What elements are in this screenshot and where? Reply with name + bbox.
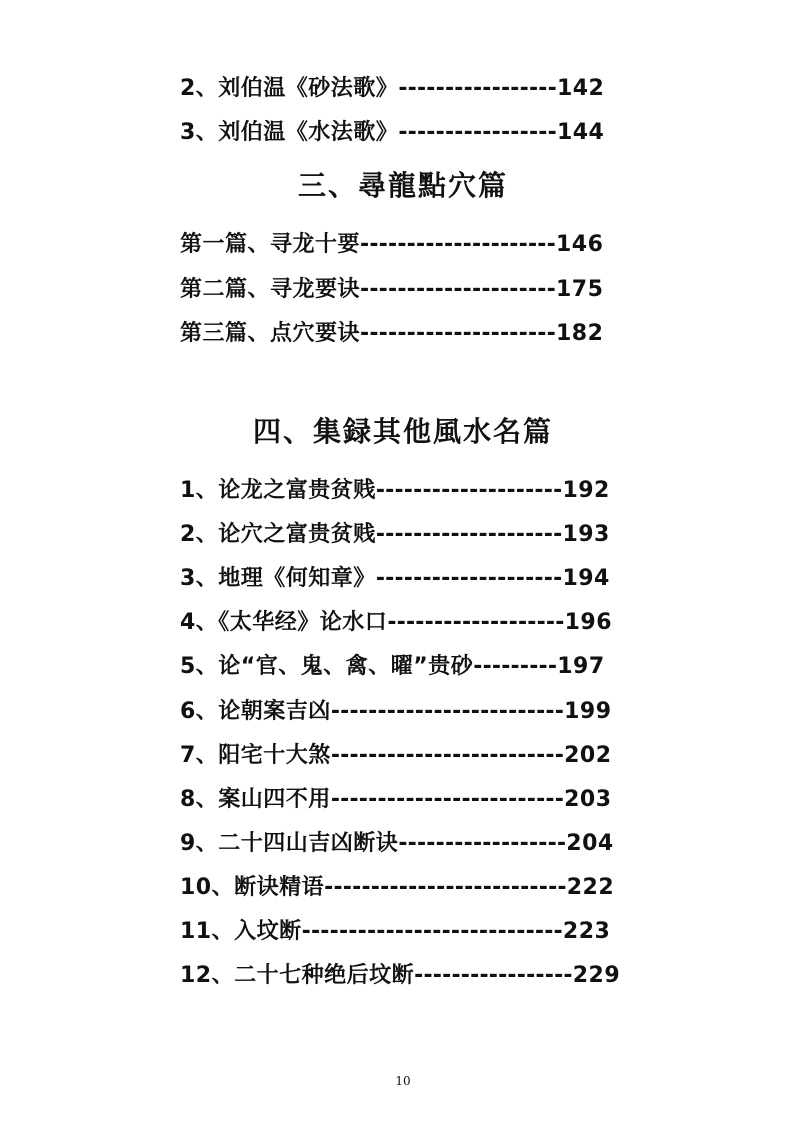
toc-entry	[180, 319, 603, 349]
toc-entry-leader: -----------------	[414, 963, 573, 988]
toc-entry-leader: ------------------	[398, 831, 567, 856]
toc-entry	[180, 608, 612, 638]
toc-entry-page: 175	[555, 277, 604, 302]
toc-entry	[180, 118, 604, 148]
toc-entry-leader: ---------	[473, 654, 558, 679]
toc-entry	[180, 652, 605, 682]
toc-entry-page: 194	[562, 566, 610, 591]
toc-entry	[180, 230, 603, 260]
toc-entry-title: 4、《太华经》论水口	[180, 610, 388, 635]
toc-entry-page: 204	[566, 831, 614, 856]
toc-entry-leader: -------------------	[387, 610, 565, 635]
section-heading: 四、集録其他風水名篇	[252, 415, 553, 448]
toc-entry-title: 6、论朝案吉凶	[180, 699, 331, 724]
toc-entry	[180, 961, 620, 991]
toc-entry-title: 第二篇、寻龙要诀	[180, 277, 361, 302]
toc-entry-leader: -------------------------	[330, 743, 565, 768]
toc-entry-page: 223	[562, 919, 611, 944]
toc-entry-page: 197	[557, 654, 605, 679]
toc-entry-title: 第一篇、寻龙十要	[180, 232, 361, 257]
toc-entry-title: 2、论穴之富贵贫贱	[180, 522, 376, 547]
toc-entry-title: 12、二十七种绝后坟断	[180, 963, 415, 988]
toc-entry-page: 192	[562, 478, 610, 503]
toc-entry	[180, 873, 614, 903]
toc-entry	[180, 741, 612, 771]
toc-entry-title: 10、断诀精语	[180, 875, 325, 900]
toc-entry-leader: -----------------	[398, 76, 557, 101]
toc-entry-page: 199	[564, 699, 612, 724]
page-number: 10	[395, 1074, 411, 1088]
toc-entry	[180, 476, 610, 506]
toc-entry-leader: --------------------------	[324, 875, 567, 900]
toc-entry-title: 1、论龙之富贵贫贱	[180, 478, 376, 503]
toc-entry	[180, 697, 612, 727]
toc-entry-title: 8、案山四不用	[180, 787, 331, 812]
toc-entry-leader: -----------------	[398, 120, 557, 145]
toc-entry-page: 144	[556, 120, 605, 145]
toc-entry-page: 222	[566, 875, 615, 900]
toc-entry-leader: -------------------------	[330, 699, 565, 724]
toc-entry-page: 196	[564, 610, 613, 635]
toc-entry-leader: ---------------------	[360, 321, 556, 346]
toc-entry	[180, 917, 610, 947]
toc-entry	[180, 829, 614, 859]
section-heading: 三、尋龍點穴篇	[297, 169, 508, 202]
toc-entry-leader: --------------------	[375, 522, 563, 547]
toc-entry-page: 182	[555, 321, 604, 346]
toc-entry-title: 3、地理《何知章》	[180, 566, 376, 591]
toc-entry-leader: ---------------------	[360, 232, 556, 257]
toc-entry-page: 146	[555, 232, 604, 257]
toc-entry	[180, 74, 604, 104]
toc-entry-leader: --------------------	[375, 478, 563, 503]
toc-entry-leader: --------------------	[375, 566, 563, 591]
toc-entry	[180, 275, 603, 305]
toc-entry-page: 202	[564, 743, 612, 768]
toc-entry-title: 11、入坟断	[180, 919, 302, 944]
toc-entry-title: 9、二十四山吉凶断诀	[180, 831, 399, 856]
toc-entry-title: 7、阳宅十大煞	[180, 743, 331, 768]
toc-entry	[180, 785, 612, 815]
toc-entry-leader: ----------------------------	[301, 919, 563, 944]
toc-entry-leader: -------------------------	[330, 787, 565, 812]
toc-entry-page: 142	[556, 76, 605, 101]
toc-entry	[180, 520, 610, 550]
toc-entry-title: 3、刘伯温《水法歌》	[180, 120, 399, 145]
toc-entry-page: 193	[562, 522, 610, 547]
toc-entry-title: 5、论“官、鬼、禽、曜”贵砂	[180, 654, 474, 679]
toc-entry-title: 第三篇、点穴要诀	[180, 321, 361, 346]
toc-entry-page: 229	[572, 963, 621, 988]
toc-entry-page: 203	[564, 787, 612, 812]
toc-entry-title: 2、刘伯温《砂法歌》	[180, 76, 399, 101]
toc-entry	[180, 564, 610, 594]
toc-entry-leader: ---------------------	[360, 277, 556, 302]
